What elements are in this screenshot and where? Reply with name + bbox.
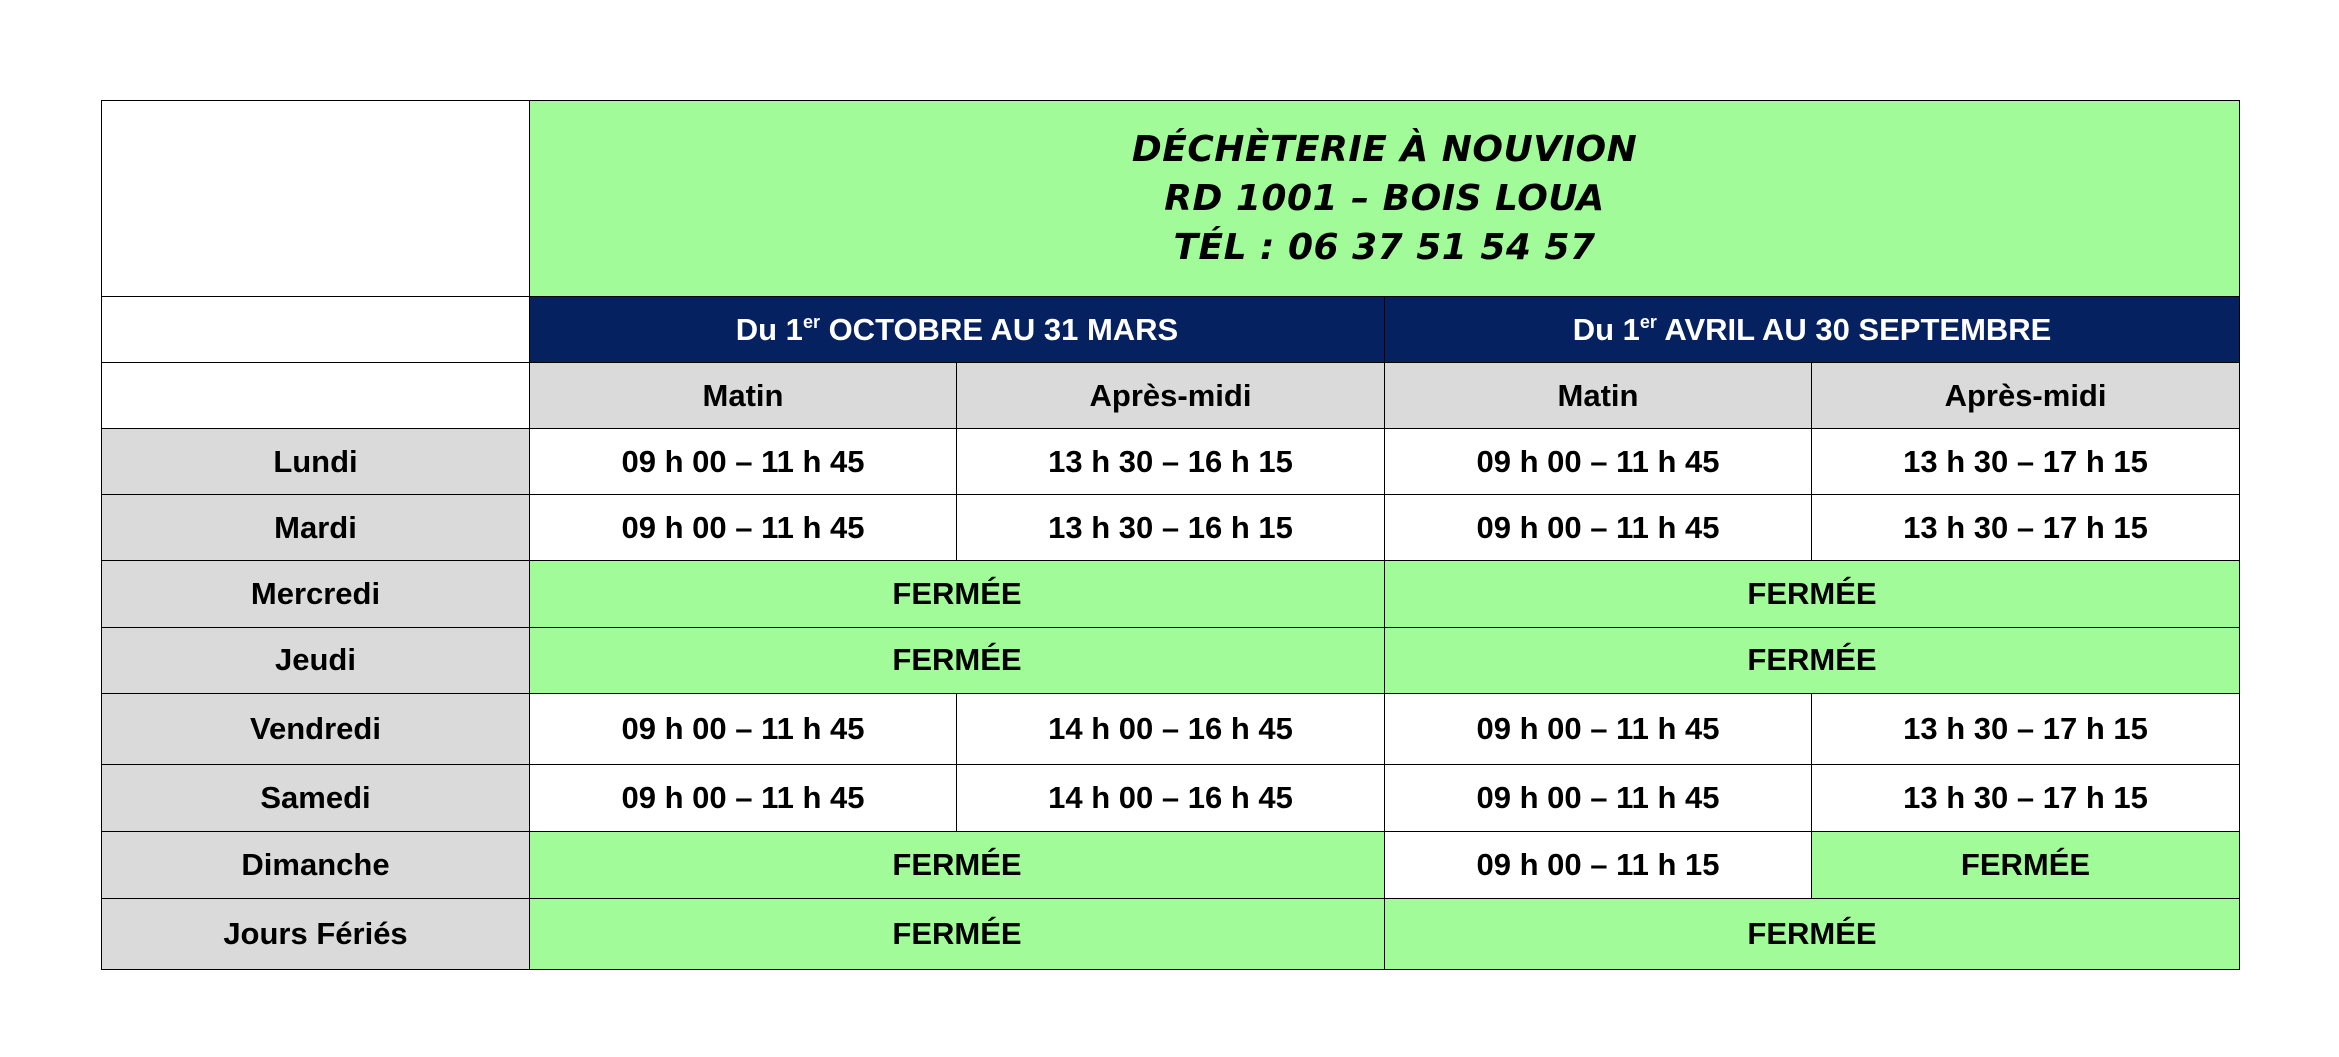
table-row <box>102 627 2240 693</box>
table-row <box>102 495 2240 561</box>
hours-cell: 14 h 00 – 16 h 45 <box>957 693 1385 764</box>
hours-cell: 09 h 00 – 11 h 45 <box>1385 764 1812 831</box>
closed-cell: FERMÉE <box>530 561 1385 627</box>
table-row <box>102 693 2240 764</box>
table-row <box>102 764 2240 831</box>
closed-cell: FERMÉE <box>530 898 1385 969</box>
day-label: Jeudi <box>102 627 530 693</box>
period-winter-header: Du 1er OCTOBRE AU 31 MARS <box>530 297 1385 363</box>
corner-blank-cell <box>102 101 530 297</box>
day-label: Jours Fériés <box>102 898 530 969</box>
hours-cell: 13 h 30 – 16 h 15 <box>957 429 1385 495</box>
winter-afternoon-header: Après-midi <box>957 363 1385 429</box>
period-summer-header: Du 1er AVRIL AU 30 SEPTEMBRE <box>1385 297 2240 363</box>
subheader-blank-cell <box>102 363 530 429</box>
opening-hours-table <box>101 100 2240 970</box>
table-row <box>102 831 2240 898</box>
hours-cell: 09 h 00 – 11 h 45 <box>530 693 957 764</box>
site-phone: TÉL : 06 37 51 54 57 <box>1173 227 1596 269</box>
title-row <box>102 101 2240 297</box>
hours-cell: 09 h 00 – 11 h 45 <box>1385 429 1812 495</box>
hours-cell: 09 h 00 – 11 h 45 <box>530 495 957 561</box>
hours-cell: 13 h 30 – 17 h 15 <box>1812 764 2240 831</box>
table-row <box>102 898 2240 969</box>
table-row <box>102 561 2240 627</box>
period-blank-cell <box>102 297 530 363</box>
site-name: DÉCHÈTERIE À NOUVION <box>1131 129 1638 171</box>
hours-cell: 09 h 00 – 11 h 45 <box>530 764 957 831</box>
hours-cell: 09 h 00 – 11 h 45 <box>1385 495 1812 561</box>
closed-cell: FERMÉE <box>530 831 1385 898</box>
period-header-row <box>102 297 2240 363</box>
table-row <box>102 429 2240 495</box>
hours-cell: 13 h 30 – 17 h 15 <box>1812 495 2240 561</box>
hours-cell: 09 h 00 – 11 h 45 <box>530 429 957 495</box>
hours-cell: 13 h 30 – 17 h 15 <box>1812 429 2240 495</box>
day-label: Lundi <box>102 429 530 495</box>
closed-cell: FERMÉE <box>1385 627 2240 693</box>
site-address: RD 1001 – BOIS LOUA <box>1164 178 1605 220</box>
hours-cell: 09 h 00 – 11 h 15 <box>1385 831 1812 898</box>
site-title-cell <box>530 101 2240 297</box>
closed-cell: FERMÉE <box>1812 831 2240 898</box>
winter-morning-header: Matin <box>530 363 957 429</box>
hours-cell: 13 h 30 – 16 h 15 <box>957 495 1385 561</box>
hours-cell: 09 h 00 – 11 h 45 <box>1385 693 1812 764</box>
summer-morning-header: Matin <box>1385 363 1812 429</box>
day-label: Dimanche <box>102 831 530 898</box>
summer-afternoon-header: Après-midi <box>1812 363 2240 429</box>
subheader-row <box>102 363 2240 429</box>
day-label: Samedi <box>102 764 530 831</box>
day-label: Vendredi <box>102 693 530 764</box>
day-label: Mardi <box>102 495 530 561</box>
closed-cell: FERMÉE <box>1385 898 2240 969</box>
hours-cell: 14 h 00 – 16 h 45 <box>957 764 1385 831</box>
closed-cell: FERMÉE <box>1385 561 2240 627</box>
closed-cell: FERMÉE <box>530 627 1385 693</box>
hours-cell: 13 h 30 – 17 h 15 <box>1812 693 2240 764</box>
day-label: Mercredi <box>102 561 530 627</box>
